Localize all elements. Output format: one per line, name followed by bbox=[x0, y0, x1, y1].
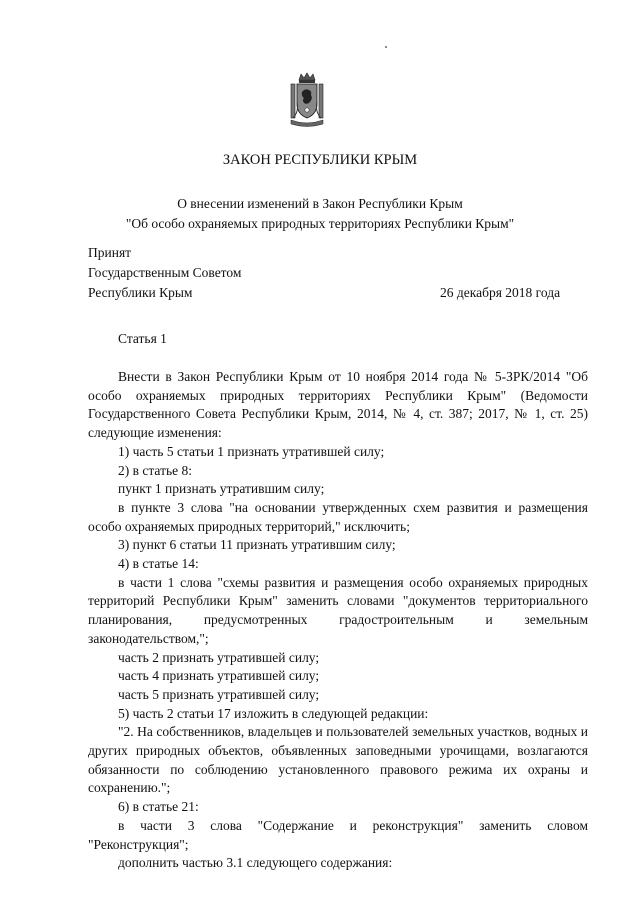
paragraph: часть 4 признать утратившей силу; bbox=[118, 668, 320, 684]
paragraph: в части 3 слова "Содержание и реконструкция" заменить словом "Реконструкция"; bbox=[88, 817, 588, 852]
law-title: ЗАКОН РЕСПУБЛИКИ КРЫМ bbox=[222, 152, 418, 168]
scan-speck bbox=[385, 46, 387, 48]
paragraph: 6) в статье 21: bbox=[118, 799, 199, 815]
adoption-block bbox=[88, 243, 241, 303]
paragraph: в пункте 3 слова "на основании утвержденных схем развития и размещения особо охраняемых природных территорий," исключить; bbox=[88, 499, 588, 534]
paragraph: 4) в статье 14: bbox=[118, 556, 199, 572]
paragraph: дополнить частью 3.1 следующего содержания: bbox=[118, 855, 393, 871]
paragraph: "2. На собственников, владельцев и пользователей земельных участков, водных и других природных объектов, объявленных заповедными урочищами, возлагаются обязанности по соблюдению установленного правового режима их охраны и сохранению."; bbox=[88, 724, 588, 796]
paragraph: 5) часть 2 статьи 17 изложить в следующей редакции: bbox=[118, 705, 429, 721]
paragraph: 2) в статье 8: bbox=[118, 462, 192, 478]
paragraph: Внести в Закон Республики Крым от 10 ноября 2014 года № 5-ЗРК/2014 "Об особо охраняемых природных территориях Республики Крым" (Ведомости Государственного Совета Республики Крым, 2014, № 4, ст. 387; 2017, № 1, ст. 25) следующие изменения: bbox=[88, 369, 588, 441]
paragraph: 1) часть 5 статьи 1 признать утратившей силу; bbox=[118, 443, 385, 459]
paragraph: пункт 1 признать утратившим силу; bbox=[118, 481, 325, 497]
article-body bbox=[88, 368, 588, 873]
subtitle-line-2: "Об особо охраняемых природных территориях Республики Крым" bbox=[125, 216, 515, 231]
paragraph: часть 5 признать утратившей силу; bbox=[118, 686, 320, 702]
paragraph: часть 2 признать утратившей силу; bbox=[118, 649, 320, 665]
paragraph: 3) пункт 6 статьи 11 признать утратившим силу; bbox=[118, 537, 396, 553]
adopted-line-3: Республики Крым bbox=[88, 285, 193, 300]
adopted-line-2: Государственным Советом bbox=[88, 265, 242, 280]
article-heading: Статья 1 bbox=[118, 331, 167, 346]
adoption-date: 26 декабря 2018 года bbox=[440, 285, 561, 300]
law-subtitle bbox=[0, 194, 640, 234]
adopted-line-1: Принят bbox=[88, 245, 132, 260]
paragraph: в части 1 слова "схемы развития и размещения особо охраняемых природных территорий Республики Крым" заменить словами "документов территориального планирования, предусмотренных градостроительным и земельным законодательством,"; bbox=[88, 574, 588, 646]
subtitle-line-1: О внесении изменений в Закон Республики Крым bbox=[177, 196, 463, 211]
coat-of-arms-icon bbox=[289, 72, 325, 128]
